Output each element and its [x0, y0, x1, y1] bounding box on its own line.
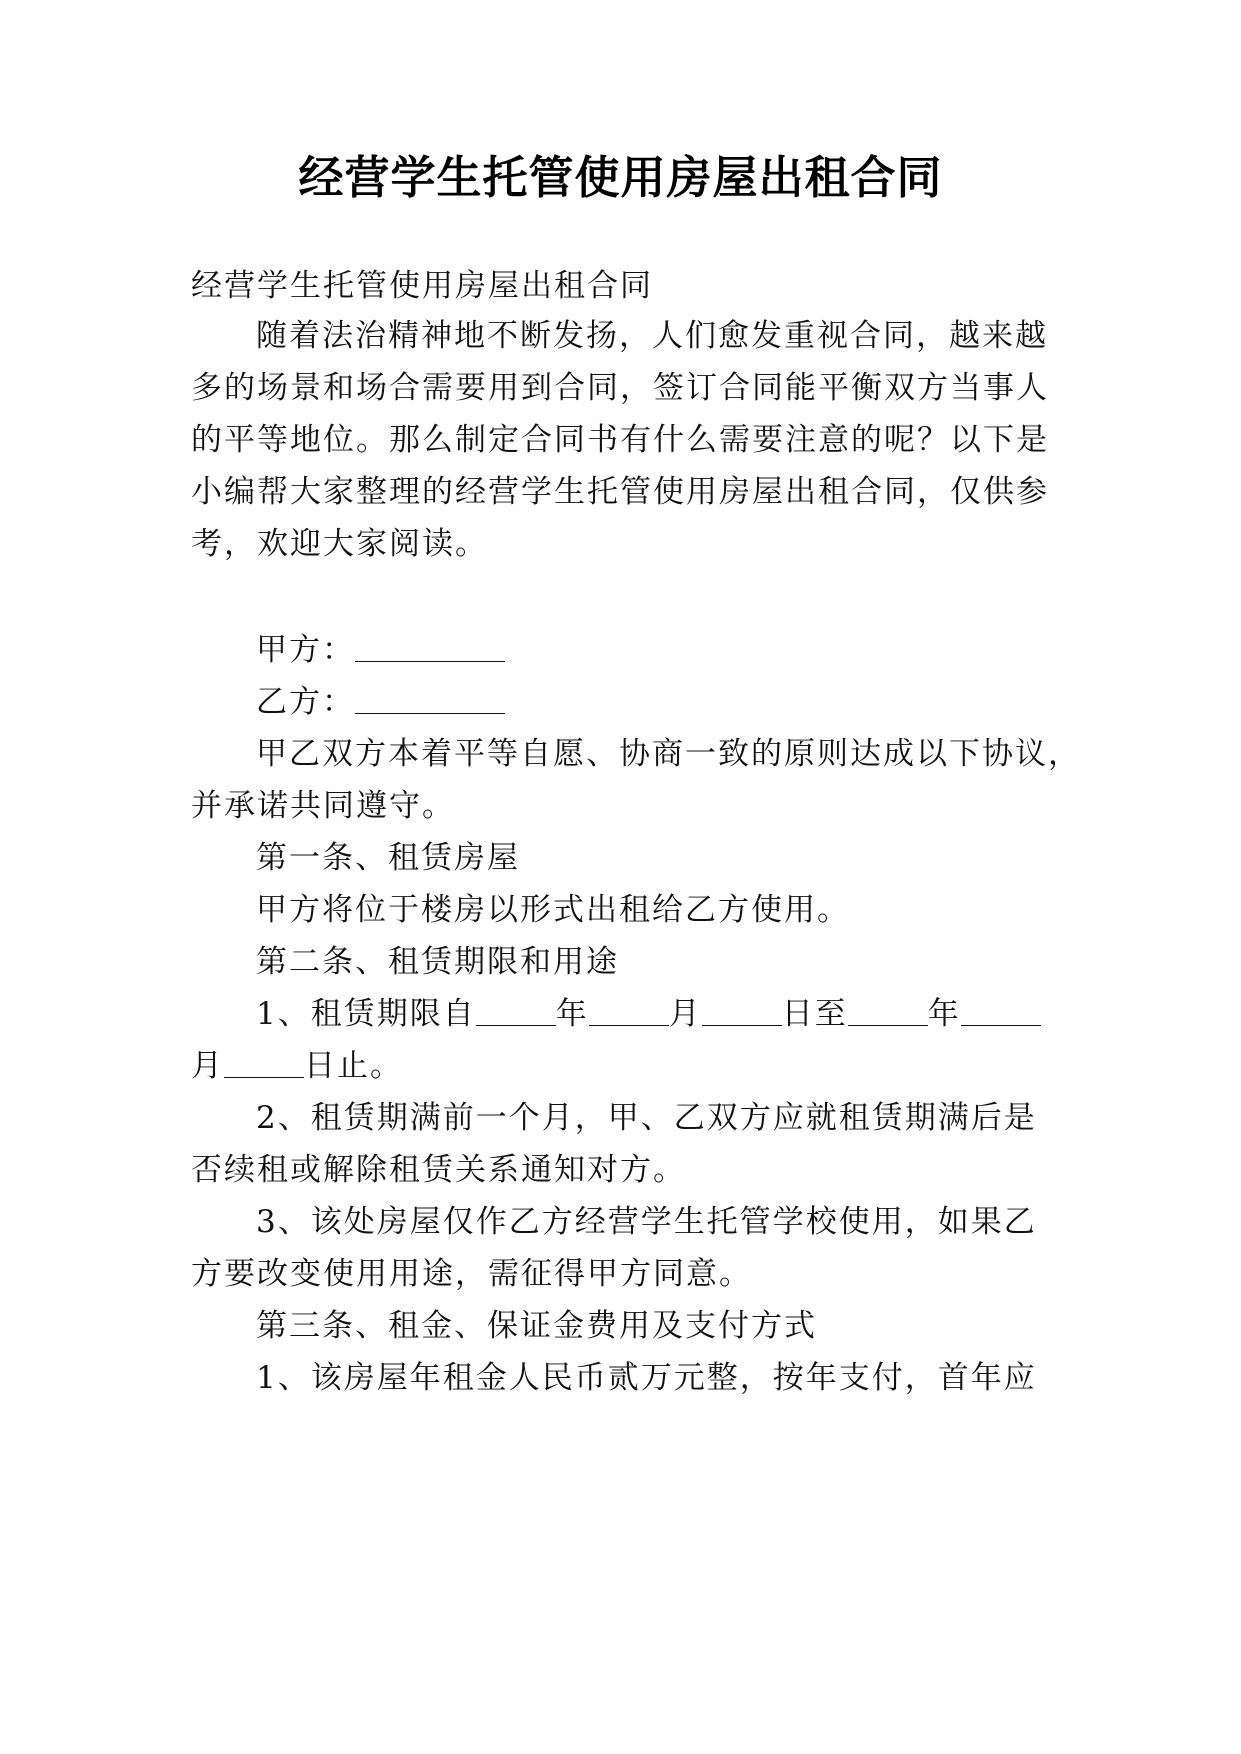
document-subtitle: 经营学生托管使用房屋出租合同	[191, 268, 653, 304]
clause-line: 否续租或解除租赁关系通知对方。	[191, 1152, 686, 1188]
intro-line: 随着法治精神地不断发扬，人们愈发重视合同，越来越	[256, 318, 1048, 354]
term-day: 日至	[781, 996, 848, 1032]
intro-line: 多的场景和场合需要用到合同，签订合同能平衡双方当事人	[191, 370, 1049, 406]
party-b-label: 乙方：	[256, 684, 355, 720]
article3-heading: 第三条、租金、保证金费用及支付方式	[256, 1308, 817, 1344]
party-a-blank	[355, 627, 505, 662]
term-year: 年	[927, 996, 961, 1032]
term-month: 月	[191, 1048, 224, 1084]
term-year: 年	[555, 996, 589, 1032]
term-blank	[961, 991, 1041, 1026]
clause-line: 2、租赁期满前一个月，甲、乙双方应就租赁期满后是	[256, 1100, 1037, 1136]
term-end: 日止。	[304, 1048, 403, 1084]
clause-line: 3、该处房屋仅作乙方经营学生托管学校使用，如果乙	[256, 1204, 1037, 1240]
term-line	[256, 990, 1041, 1038]
term-blank	[476, 991, 556, 1026]
article1-text: 甲方将位于楼房以形式出租给乙方使用。	[256, 892, 850, 928]
term-line-2	[191, 1042, 403, 1090]
article1-heading: 第一条、租赁房屋	[256, 840, 520, 876]
agreement-line: 并承诺共同遵守。	[191, 788, 455, 824]
article2-heading: 第二条、租赁期限和用途	[256, 944, 619, 980]
agreement-line: 甲乙双方本着平等自愿、协商一致的原则达成以下协议，	[256, 736, 1081, 772]
intro-line: 考，欢迎大家阅读。	[191, 526, 488, 562]
intro-line: 的平等地位。那么制定合同书有什么需要注意的呢？以下是	[191, 422, 1049, 458]
term-blank	[589, 991, 669, 1026]
term-blank	[702, 991, 782, 1026]
intro-line: 小编帮大家整理的经营学生托管使用房屋出租合同，仅供参	[191, 474, 1049, 510]
clause-line: 1、该房屋年租金人民币贰万元整，按年支付，首年应	[256, 1360, 1037, 1396]
term-blank	[848, 991, 928, 1026]
party-a-label: 甲方：	[256, 632, 355, 668]
document-title: 经营学生托管使用房屋出租合同	[298, 151, 943, 204]
term-prefix: 1、租赁期限自	[256, 996, 476, 1032]
party-b-blank	[355, 679, 505, 714]
term-month: 月	[668, 996, 702, 1032]
term-blank	[224, 1043, 304, 1078]
party-a-line	[256, 626, 505, 674]
party-b-line	[256, 678, 505, 726]
clause-line: 方要改变使用用途，需征得甲方同意。	[191, 1256, 752, 1292]
